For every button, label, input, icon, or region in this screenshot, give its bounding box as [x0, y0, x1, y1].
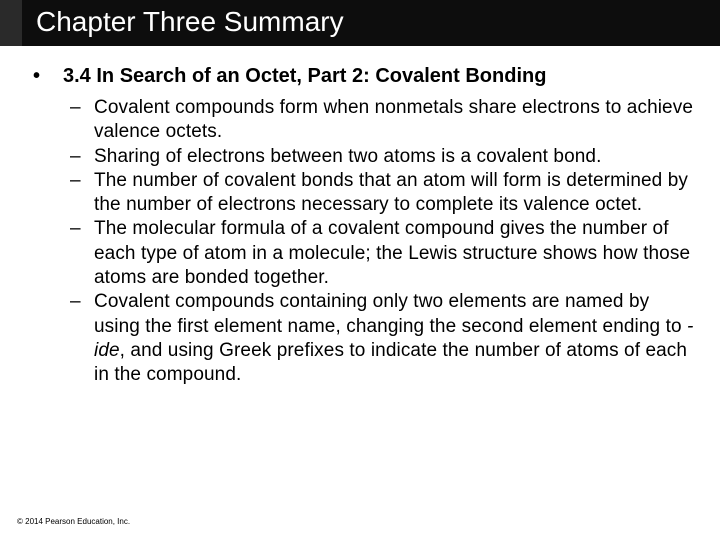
main-bullet [30, 62, 700, 90]
dash-marker: – [70, 169, 81, 191]
dash-marker: – [70, 291, 81, 313]
sub-bullet-text: The number of covalent bonds that an atom will form is determined by the number of electrons necessary to complete its valence octet. [94, 169, 688, 216]
bullet-marker: • [33, 65, 41, 87]
sub-bullet-text: Sharing of electrons between two atoms is a covalent bond. [94, 145, 602, 167]
title-bar-accent [0, 0, 22, 46]
suffix-ide: -ide [94, 315, 694, 361]
sub-bullet-item [30, 145, 700, 169]
sub-bullet-text-before: Covalent compounds containing only two elements are named by using the first element name, changing the second element ending to [94, 291, 688, 337]
sub-bullet-item [30, 96, 700, 145]
slide-title: Chapter Three Summary [36, 6, 344, 37]
sub-bullet-list [30, 96, 700, 388]
title-bar [0, 0, 720, 46]
main-bullet-text: 3.4 In Search of an Octet, Part 2: Covalent Bonding [63, 65, 547, 87]
sub-bullet-item [30, 169, 700, 218]
slide-content [30, 62, 700, 388]
dash-marker: – [70, 218, 81, 240]
sub-bullet-item [30, 217, 700, 290]
dash-marker: – [70, 97, 81, 118]
sub-bullet-text: The molecular formula of a covalent compound gives the number of each type of atom in a molecule; the Lewis structure shows how those atoms are bonded together. [94, 218, 691, 289]
copyright-notice: © 2014 Pearson Education, Inc. [17, 517, 131, 526]
sub-bullet-item [30, 290, 700, 387]
sub-bullet-text: Covalent compounds form when nonmetals share electrons to achieve valence octets. [94, 97, 693, 143]
dash-marker: – [70, 145, 81, 167]
sub-bullet-text-after: , and using Greek prefixes to indicate the number of atoms of each in the compound. [94, 339, 688, 386]
